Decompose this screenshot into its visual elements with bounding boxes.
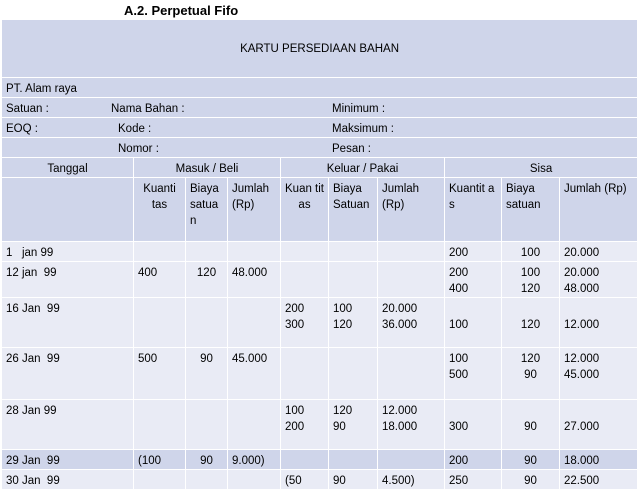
header-sisa-qty: Kuantit as bbox=[445, 178, 502, 242]
cell-keluar-price bbox=[329, 262, 378, 298]
cell-sisa-total: 27.000 bbox=[560, 400, 638, 450]
cell-masuk-total bbox=[228, 400, 281, 450]
cell-keluar-price: 120 90 bbox=[329, 400, 378, 450]
group-header-row bbox=[2, 158, 638, 178]
cell-keluar-total bbox=[378, 348, 445, 400]
table-row bbox=[2, 450, 638, 470]
cell-keluar-qty bbox=[281, 262, 329, 298]
cell-sisa-price: 120 bbox=[502, 298, 560, 348]
table-row bbox=[2, 348, 638, 400]
inventory-card bbox=[1, 19, 637, 487]
cell-keluar-qty bbox=[281, 348, 329, 400]
cell-masuk-qty bbox=[134, 400, 186, 450]
cell-date: 16 Jan 99 bbox=[2, 298, 134, 348]
cell-keluar-total: 4.500) bbox=[378, 470, 445, 490]
header-sisa-price: Biaya satuan bbox=[502, 178, 560, 242]
info-minimum: Minimum : bbox=[332, 103, 386, 115]
cell-keluar-total: 20.000 36.000 bbox=[378, 298, 445, 348]
cell-sisa-total: 20.000 bbox=[560, 242, 638, 262]
cell-date: 1 jan 99 bbox=[2, 242, 134, 262]
cell-keluar-qty: 100 200 bbox=[281, 400, 329, 450]
cell-masuk-price bbox=[186, 298, 228, 348]
info-satuan: Satuan : bbox=[6, 103, 49, 115]
info-nomor: Nomor : bbox=[118, 143, 159, 155]
info-row-eoq bbox=[2, 118, 638, 138]
cell-sisa-qty: 200 400 bbox=[445, 262, 502, 298]
cell-date: 30 Jan 99 bbox=[2, 470, 134, 490]
cell-masuk-price: 90 bbox=[186, 450, 228, 470]
section-heading: A.2. Perpetual Fifo bbox=[124, 3, 239, 18]
header-keluar-total: Jumlah (Rp) bbox=[378, 178, 445, 242]
header-sisa-total: Jumlah (Rp) bbox=[560, 178, 638, 242]
cell-sisa-qty: 250 bbox=[445, 470, 502, 490]
info-row-satuan bbox=[2, 98, 638, 118]
cell-keluar-price bbox=[329, 450, 378, 470]
cell-masuk-price bbox=[186, 470, 228, 490]
cell-keluar-qty bbox=[281, 450, 329, 470]
cell-sisa-price: 90 bbox=[502, 450, 560, 470]
cell-masuk-total bbox=[228, 470, 281, 490]
cell-keluar-price bbox=[329, 242, 378, 262]
cell-masuk-qty bbox=[134, 242, 186, 262]
card-title-row bbox=[2, 20, 638, 78]
card-title: KARTU PERSEDIAAN BAHAN bbox=[2, 20, 638, 78]
cell-sisa-total: 12.000 bbox=[560, 298, 638, 348]
info-eoq: EOQ : bbox=[6, 123, 38, 135]
cell-keluar-qty bbox=[281, 242, 329, 262]
cell-keluar-price: 100 120 bbox=[329, 298, 378, 348]
cell-masuk-total bbox=[228, 242, 281, 262]
cell-masuk-price: 90 bbox=[186, 348, 228, 400]
cell-keluar-price: 90 bbox=[329, 470, 378, 490]
info-cell bbox=[2, 138, 638, 158]
table-row bbox=[2, 400, 638, 450]
sub-header-row bbox=[2, 178, 638, 242]
info-maksimum: Maksimum : bbox=[332, 123, 394, 135]
header-masuk-qty: Kuanti tas bbox=[134, 178, 186, 242]
info-row-nomor bbox=[2, 138, 638, 158]
cell-sisa-total: 18.000 bbox=[560, 450, 638, 470]
cell-masuk-qty: (100 bbox=[134, 450, 186, 470]
cell-sisa-total: 20.000 48.000 bbox=[560, 262, 638, 298]
cell-masuk-qty bbox=[134, 298, 186, 348]
cell-masuk-total: 9.000) bbox=[228, 450, 281, 470]
info-nama-bahan: Nama Bahan : bbox=[111, 103, 185, 115]
header-masuk-total: Jumlah (Rp) bbox=[228, 178, 281, 242]
header-tanggal: Tanggal bbox=[2, 158, 134, 178]
cell-keluar-price bbox=[329, 348, 378, 400]
cell-masuk-qty: 500 bbox=[134, 348, 186, 400]
cell-sisa-price: 90 bbox=[502, 470, 560, 490]
cell-keluar-total bbox=[378, 242, 445, 262]
cell-keluar-qty: 200 300 bbox=[281, 298, 329, 348]
cell-sisa-total: 12.000 45.000 bbox=[560, 348, 638, 400]
table-row bbox=[2, 262, 638, 298]
company-row bbox=[2, 78, 638, 98]
cell-date: 29 Jan 99 bbox=[2, 450, 134, 470]
header-empty bbox=[2, 178, 134, 242]
cell-sisa-qty: 200 bbox=[445, 242, 502, 262]
table-row bbox=[2, 470, 638, 490]
cell-sisa-price: 90 bbox=[502, 400, 560, 450]
cell-masuk-price bbox=[186, 400, 228, 450]
header-masuk: Masuk / Beli bbox=[134, 158, 281, 178]
cell-sisa-qty: 100 bbox=[445, 298, 502, 348]
info-kode: Kode : bbox=[118, 123, 152, 135]
cell-sisa-qty: 300 bbox=[445, 400, 502, 450]
inventory-table bbox=[1, 19, 638, 490]
cell-sisa-qty: 200 bbox=[445, 450, 502, 470]
cell-date: 12 jan 99 bbox=[2, 262, 134, 298]
header-keluar-price: Biaya Satuan bbox=[329, 178, 378, 242]
table-body bbox=[2, 242, 638, 490]
header-keluar: Keluar / Pakai bbox=[281, 158, 445, 178]
cell-sisa-price: 100 120 bbox=[502, 262, 560, 298]
table-row bbox=[2, 242, 638, 262]
cell-sisa-price: 100 bbox=[502, 242, 560, 262]
cell-masuk-total: 48.000 bbox=[228, 262, 281, 298]
cell-masuk-price: 120 bbox=[186, 262, 228, 298]
cell-sisa-price: 120 90 bbox=[502, 348, 560, 400]
company-name: PT. Alam raya bbox=[2, 78, 638, 98]
table-row bbox=[2, 298, 638, 348]
cell-masuk-total: 45.000 bbox=[228, 348, 281, 400]
cell-masuk-price bbox=[186, 242, 228, 262]
cell-keluar-total bbox=[378, 450, 445, 470]
cell-masuk-qty bbox=[134, 470, 186, 490]
header-keluar-qty: Kuan titas bbox=[281, 178, 329, 242]
header-masuk-price: Biaya satua n bbox=[186, 178, 228, 242]
cell-keluar-total bbox=[378, 262, 445, 298]
cell-date: 28 Jan 99 bbox=[2, 400, 134, 450]
cell-masuk-qty: 400 bbox=[134, 262, 186, 298]
cell-sisa-total: 22.500 bbox=[560, 470, 638, 490]
header-sisa: Sisa bbox=[445, 158, 638, 178]
cell-keluar-total: 12.000 18.000 bbox=[378, 400, 445, 450]
cell-keluar-qty: (50 bbox=[281, 470, 329, 490]
cell-masuk-total bbox=[228, 298, 281, 348]
info-cell bbox=[2, 98, 638, 118]
cell-sisa-qty: 100 500 bbox=[445, 348, 502, 400]
info-cell bbox=[2, 118, 638, 138]
info-pesan: Pesan : bbox=[332, 143, 371, 155]
cell-date: 26 Jan 99 bbox=[2, 348, 134, 400]
